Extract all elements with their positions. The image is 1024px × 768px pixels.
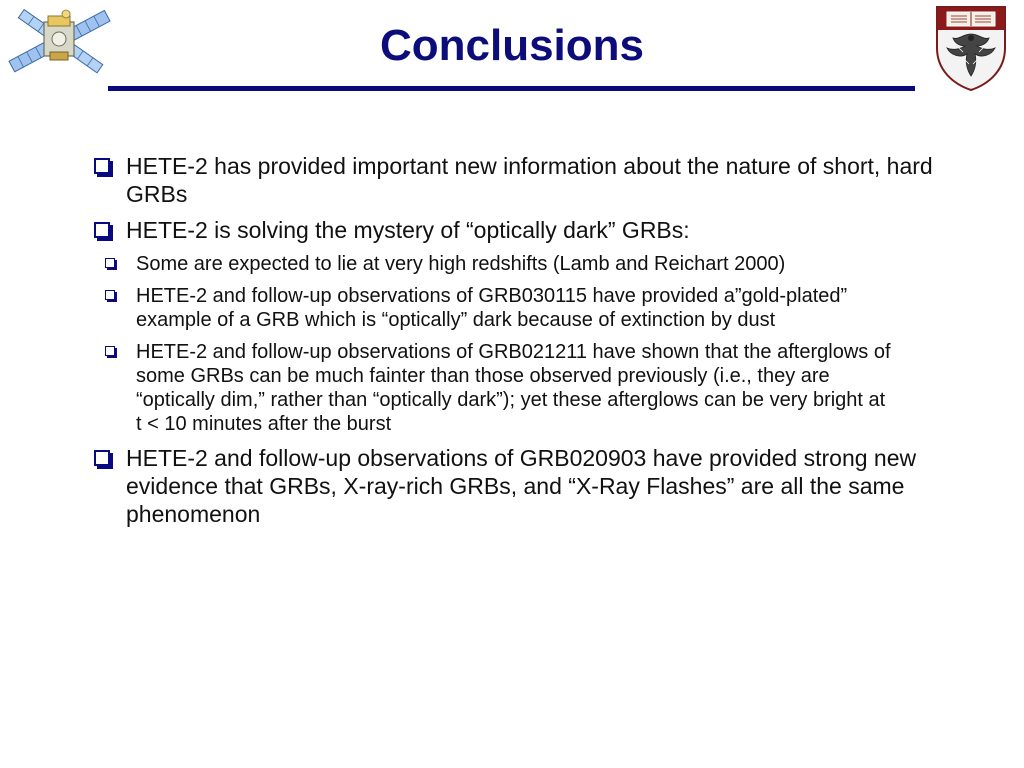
sub-bullet-list <box>126 252 960 436</box>
satellite-logo <box>4 2 116 80</box>
sub-bullet-item <box>90 252 896 276</box>
checkbox-bullet-icon <box>94 222 110 238</box>
checkbox-bullet-icon <box>94 158 110 174</box>
checkbox-bullet-icon <box>94 450 110 466</box>
bullet-text: HETE-2 and follow-up observations of GRB020903 have provided strong new evidence that GRBs, X-ray-rich GRBs, and “X-Ray Flashes” are all the same phenomenon <box>126 445 917 527</box>
content <box>90 152 960 536</box>
title-underline <box>108 86 915 91</box>
bullet-text: HETE-2 has provided important new information about the nature of short, hard GRBs <box>126 153 933 207</box>
bullet-item <box>90 444 960 528</box>
checkbox-bullet-icon <box>105 258 115 268</box>
bullet-item <box>90 216 960 436</box>
checkbox-bullet-icon <box>105 346 115 356</box>
sub-bullet-text: Some are expected to lie at very high redshifts (Lamb and Reichart 2000) <box>136 253 786 275</box>
checkbox-bullet-icon <box>105 290 115 300</box>
slide-title: Conclusions <box>379 21 645 70</box>
sub-bullet-item <box>90 340 896 436</box>
bullet-item <box>90 152 960 208</box>
university-crest-logo <box>933 4 1009 92</box>
sub-bullet-text: HETE-2 and follow-up observations of GRB030115 have provided a”gold-plated” example of a GRB which is “optically” dark because of extinction by dust <box>136 285 848 331</box>
bullet-text: HETE-2 is solving the mystery of “optically dark” GRBs: <box>126 217 690 243</box>
sub-bullet-text: HETE-2 and follow-up observations of GRB021211 have shown that the afterglows of some GRBs can be much fainter than those observed previously (i.e., they are “optically dim,” rather than “optically dark”); yet these afterglows can be very bright at t < 10 minutes after the burst <box>136 341 891 435</box>
bullet-list <box>90 152 960 528</box>
sub-bullet-item <box>90 284 896 332</box>
